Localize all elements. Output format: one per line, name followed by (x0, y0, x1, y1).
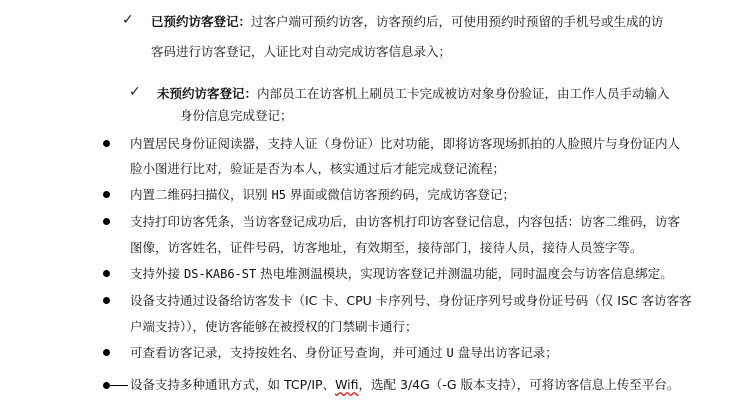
item-4-text-b: H5 (271, 188, 286, 202)
bullet-icon (103, 140, 110, 147)
item-5-line-2: 图像，访客姓名，证件号码，访客地址，有效期至，接待部门，接待人员，接待人员签字等。 (130, 240, 643, 255)
item-1-text: 过客户端可预约访客，访客预约后，可使用预约时预留的手机号或生成的访 (251, 14, 664, 29)
bullet-icon (103, 270, 110, 277)
item-6-text-b: DS-KAB6-ST (183, 267, 257, 281)
item-8-text-a: 可查看访客记录，支持按姓名、身份证号查询，并可通过 (130, 345, 447, 360)
item-3-line-2: 脸小图进行比对，验证是否为本人，核实通过后才能完成登记流程； (130, 161, 506, 176)
item-4-text-c: 界面或微信访客预约码，完成访客登记； (285, 187, 515, 202)
bullet-icon (103, 191, 110, 198)
bullet-icon (103, 382, 110, 389)
item-4-text-a: 内置二维码扫描仪，识别 (130, 187, 272, 202)
item-2-text: 内部员工在访客机上刷员工卡完成被访对象身份验证，由工作人员手动输入 (257, 86, 670, 101)
item-9-text-b: Wifi (335, 377, 359, 392)
item-1-title: 已预约访客登记： (151, 14, 252, 29)
item-8-text-b: U (446, 346, 454, 360)
item-9-text-c: ，选配 3/4G（-G 版本支持），可将访客信息上传至平台。 (358, 377, 680, 392)
item-7-line-1: 设备支持通过设备给访客发卡（IC 卡、CPU 卡序列号、身份证序列号或身份证号码（仅 ISC 客访客客 (130, 293, 692, 308)
checkmark-icon: ✓ (122, 12, 134, 28)
item-3-line-1: 内置居民身份证阅读器，支持人证（身份证）比对功能，即将访客现场抓拍的人脸照片与身份证内人 (130, 136, 681, 151)
item-5-line-1: 支持打印访客凭条，当访客登记成功后，由访客机打印访客登记信息，内容包括：访客二维码，访客 (130, 214, 681, 229)
checkmark-icon: ✓ (129, 84, 141, 100)
item-1-line-2: 客码进行访客登记，人证比对自动完成访客信息录入； (151, 44, 452, 59)
item-9-line-1 (130, 377, 679, 393)
item-6-text-a: 支持外接 (130, 266, 184, 281)
item-6-text-c: 热电堆测温模块，实现访客登记并测温功能，同时温度会与访客信息绑定。 (256, 266, 673, 281)
item-4-line-1 (130, 187, 515, 203)
bullet-icon (103, 218, 110, 225)
item-1-line-1 (151, 14, 664, 30)
item-9-text-a: 设备支持多种通讯方式，如 TCP/IP、 (130, 377, 336, 392)
leader-line (110, 385, 128, 386)
item-8-line-1 (130, 345, 558, 361)
item-7-line-2: 户端支持）），使访客能够在被授权的门禁刷卡通行； (130, 319, 418, 334)
item-2-line-2: 身份信息完成登记； (180, 108, 293, 123)
item-8-text-c: 盘导出访客记录； (453, 345, 558, 360)
item-2-line-1 (157, 86, 670, 102)
bullet-icon (103, 349, 110, 356)
item-6-line-1 (130, 266, 673, 282)
bullet-icon (103, 297, 110, 304)
item-2-title: 未预约访客登记： (157, 86, 258, 101)
